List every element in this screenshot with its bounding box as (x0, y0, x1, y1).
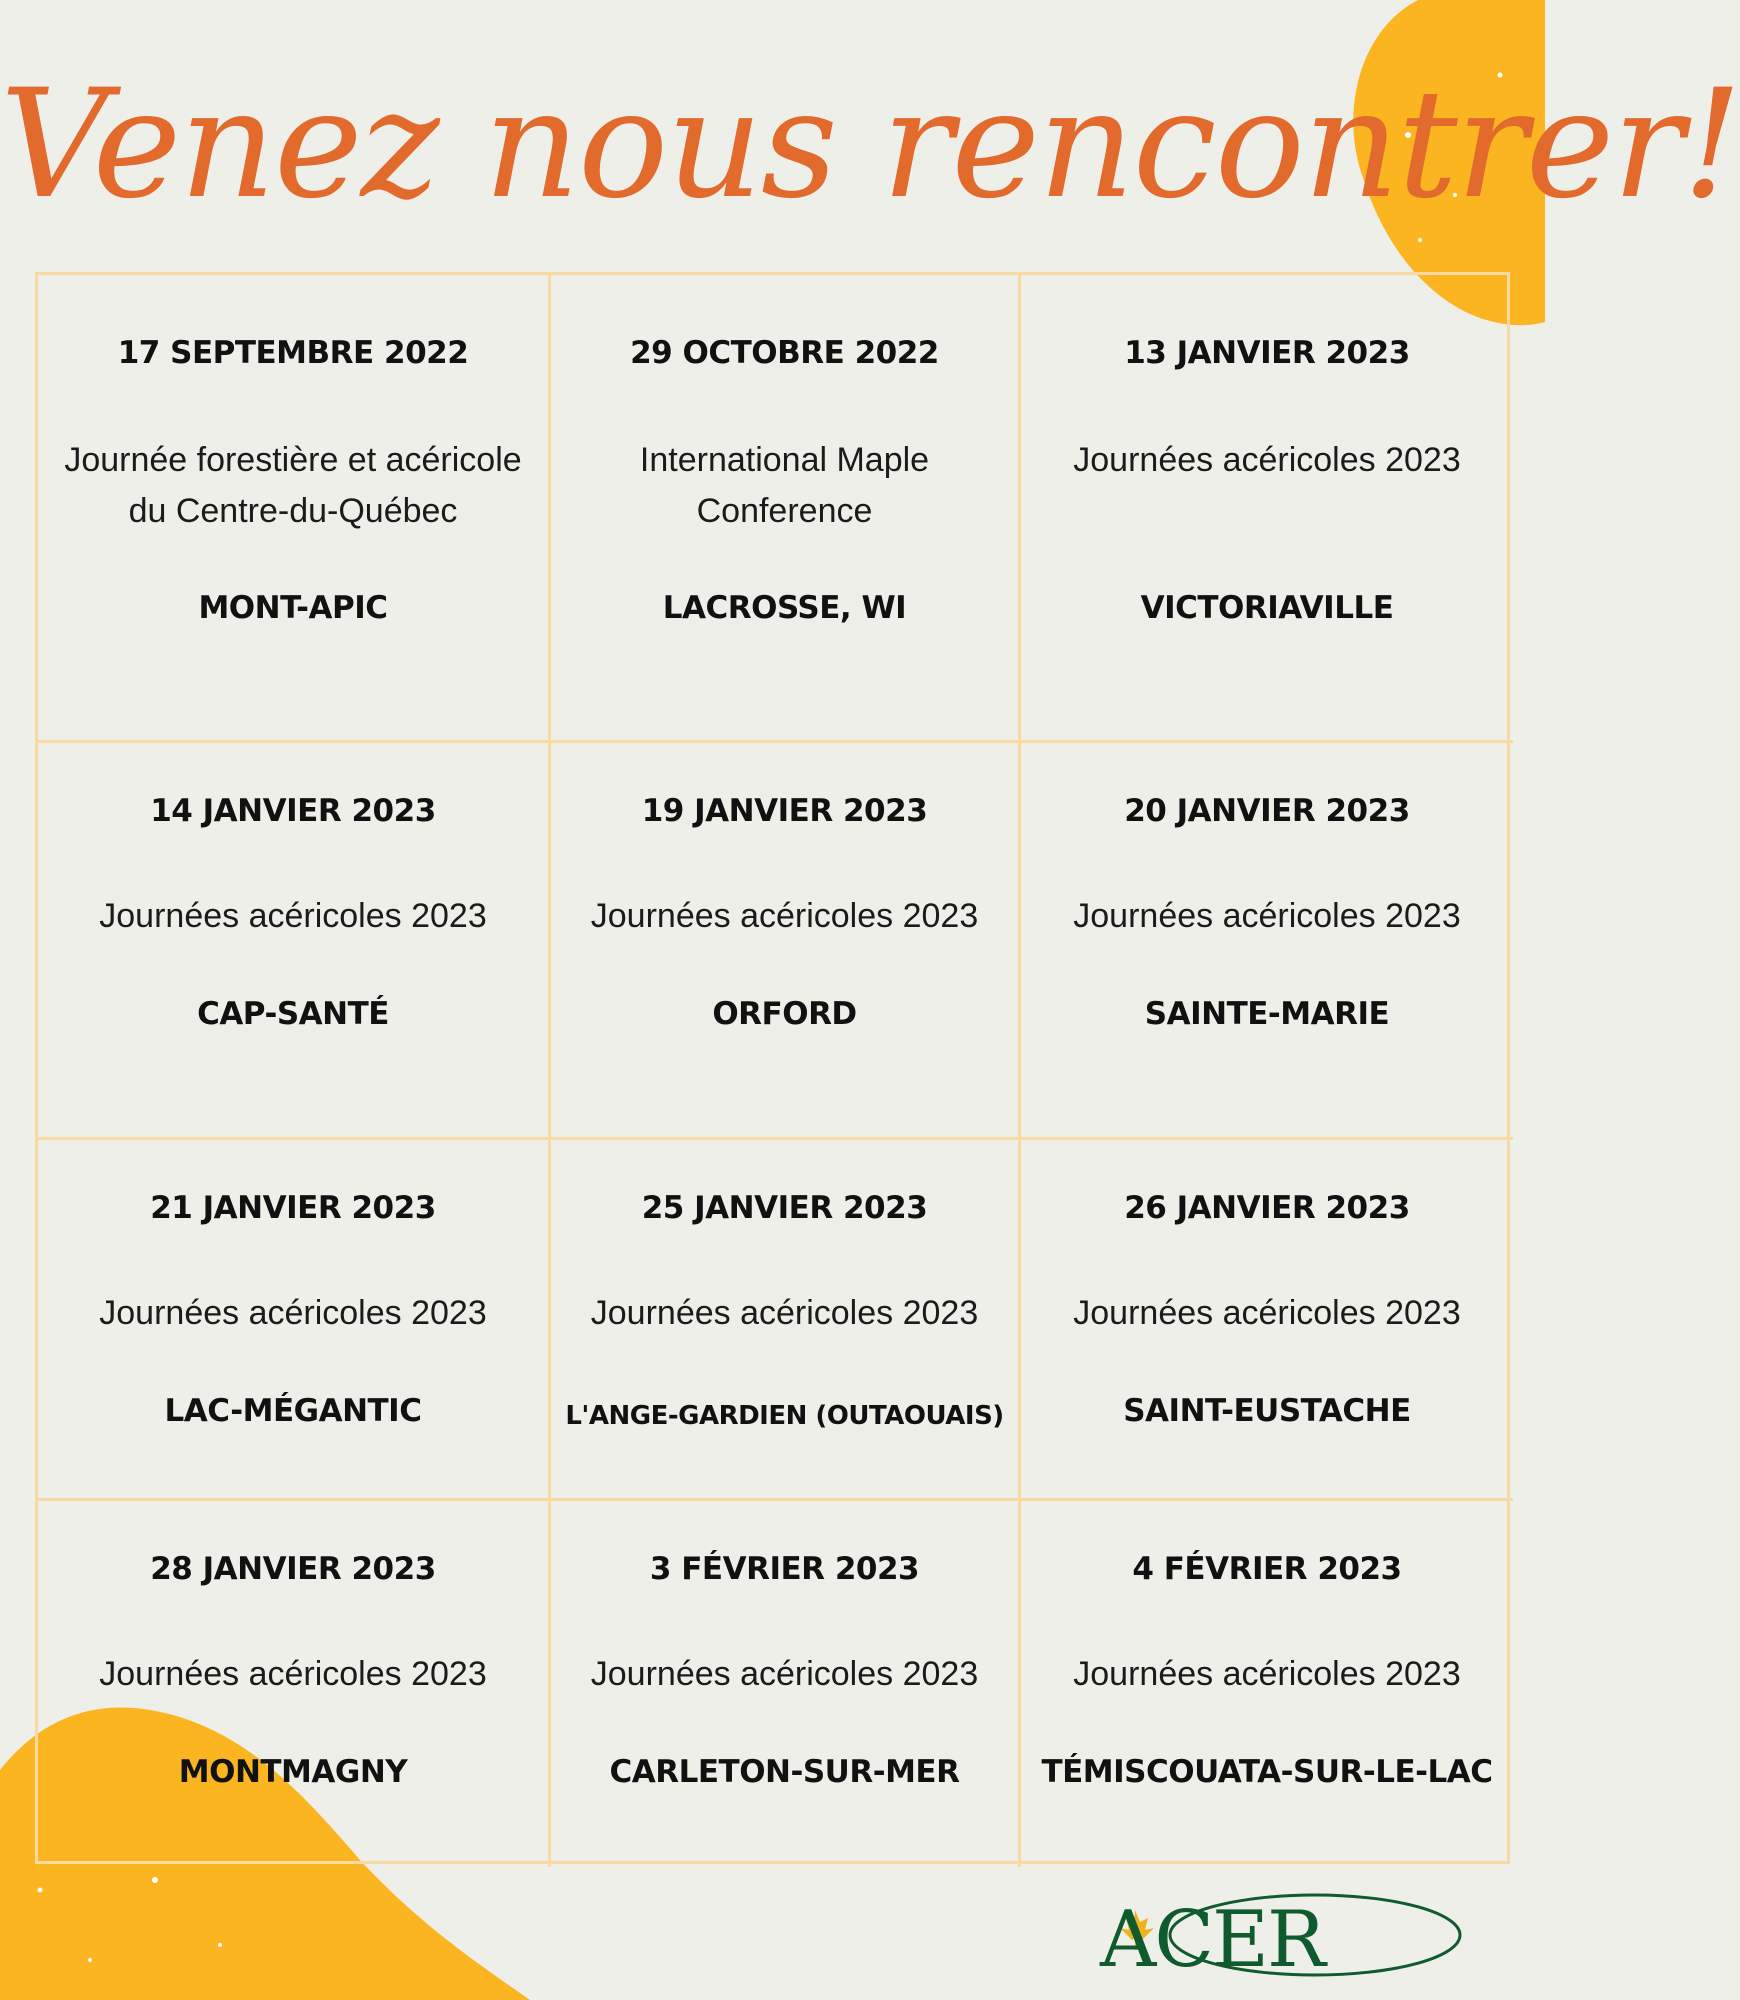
event-name: Journées acéricoles 2023 (590, 897, 979, 935)
event-date: 20 JANVIER 2023 (1124, 793, 1410, 829)
event-cell (1021, 743, 1513, 1140)
event-name: Journées acéricoles 2023 (99, 1655, 487, 1693)
event-cell (551, 1501, 1021, 1867)
event-cell (38, 743, 551, 1140)
event-date: 29 OCTOBRE 2022 (630, 335, 939, 371)
event-place: LACROSSE, WI (662, 590, 907, 626)
event-cell (38, 275, 551, 743)
event-cell (1021, 1501, 1513, 1867)
event-name: Journées acéricoles 2023 (590, 1655, 979, 1693)
page-title: Venez nous rencontrer! (0, 58, 1740, 232)
event-name: Journées acéricoles 2023 (1073, 897, 1461, 935)
event-cell (1021, 275, 1513, 743)
event-date: 26 JANVIER 2023 (1124, 1190, 1410, 1226)
event-name: Journées acéricoles 2023 (99, 1294, 487, 1332)
event-name: Journées acéricoles 2023 (1073, 441, 1461, 479)
event-date: 17 SEPTEMBRE 2022 (117, 335, 469, 371)
event-place: LAC-MÉGANTIC (164, 1393, 422, 1429)
event-place: CAP-SANTÉ (197, 996, 389, 1032)
event-name: Journées acéricoles 2023 (1073, 1655, 1461, 1693)
event-date: 3 FÉVRIER 2023 (649, 1551, 920, 1587)
event-place: ORFORD (712, 996, 857, 1032)
event-cell (38, 1140, 551, 1501)
event-place: SAINT-EUSTACHE (1123, 1393, 1411, 1429)
event-place: MONTMAGNY (178, 1754, 408, 1790)
event-name: Journée forestière et acéricole du Centre-du-Québec (64, 441, 522, 530)
event-place: TÉMISCOUATA-SUR-LE-LAC (1041, 1754, 1493, 1790)
event-date: 28 JANVIER 2023 (150, 1551, 436, 1587)
event-cell (551, 1140, 1021, 1501)
event-date: 4 FÉVRIER 2023 (1132, 1551, 1402, 1587)
event-cell (38, 1501, 551, 1867)
event-place: MONT-APIC (198, 590, 388, 626)
event-cell (551, 275, 1021, 743)
event-cell (1021, 1140, 1513, 1501)
event-date: 25 JANVIER 2023 (641, 1190, 928, 1226)
logo-text: ACER (1100, 1895, 1324, 1985)
events-grid (35, 272, 1510, 1864)
acer-logo (1090, 1880, 1470, 1990)
event-name: Journées acéricoles 2023 (590, 1294, 979, 1332)
event-place: VICTORIAVILLE (1140, 590, 1394, 626)
event-place: CARLETON-SUR-MER (609, 1754, 960, 1790)
event-cell (551, 743, 1021, 1140)
event-name: Journées acéricoles 2023 (99, 897, 487, 935)
event-date: 21 JANVIER 2023 (150, 1190, 436, 1226)
event-place: SAINTE-MARIE (1144, 996, 1390, 1032)
event-date: 14 JANVIER 2023 (150, 793, 436, 829)
event-date: 13 JANVIER 2023 (1124, 335, 1410, 371)
event-date: 19 JANVIER 2023 (641, 793, 928, 829)
event-name: Journées acéricoles 2023 (1073, 1294, 1461, 1332)
event-place: L'ANGE-GARDIEN (OUTAOUAIS) (565, 1401, 1004, 1431)
event-name: International Maple Conference (639, 441, 930, 530)
